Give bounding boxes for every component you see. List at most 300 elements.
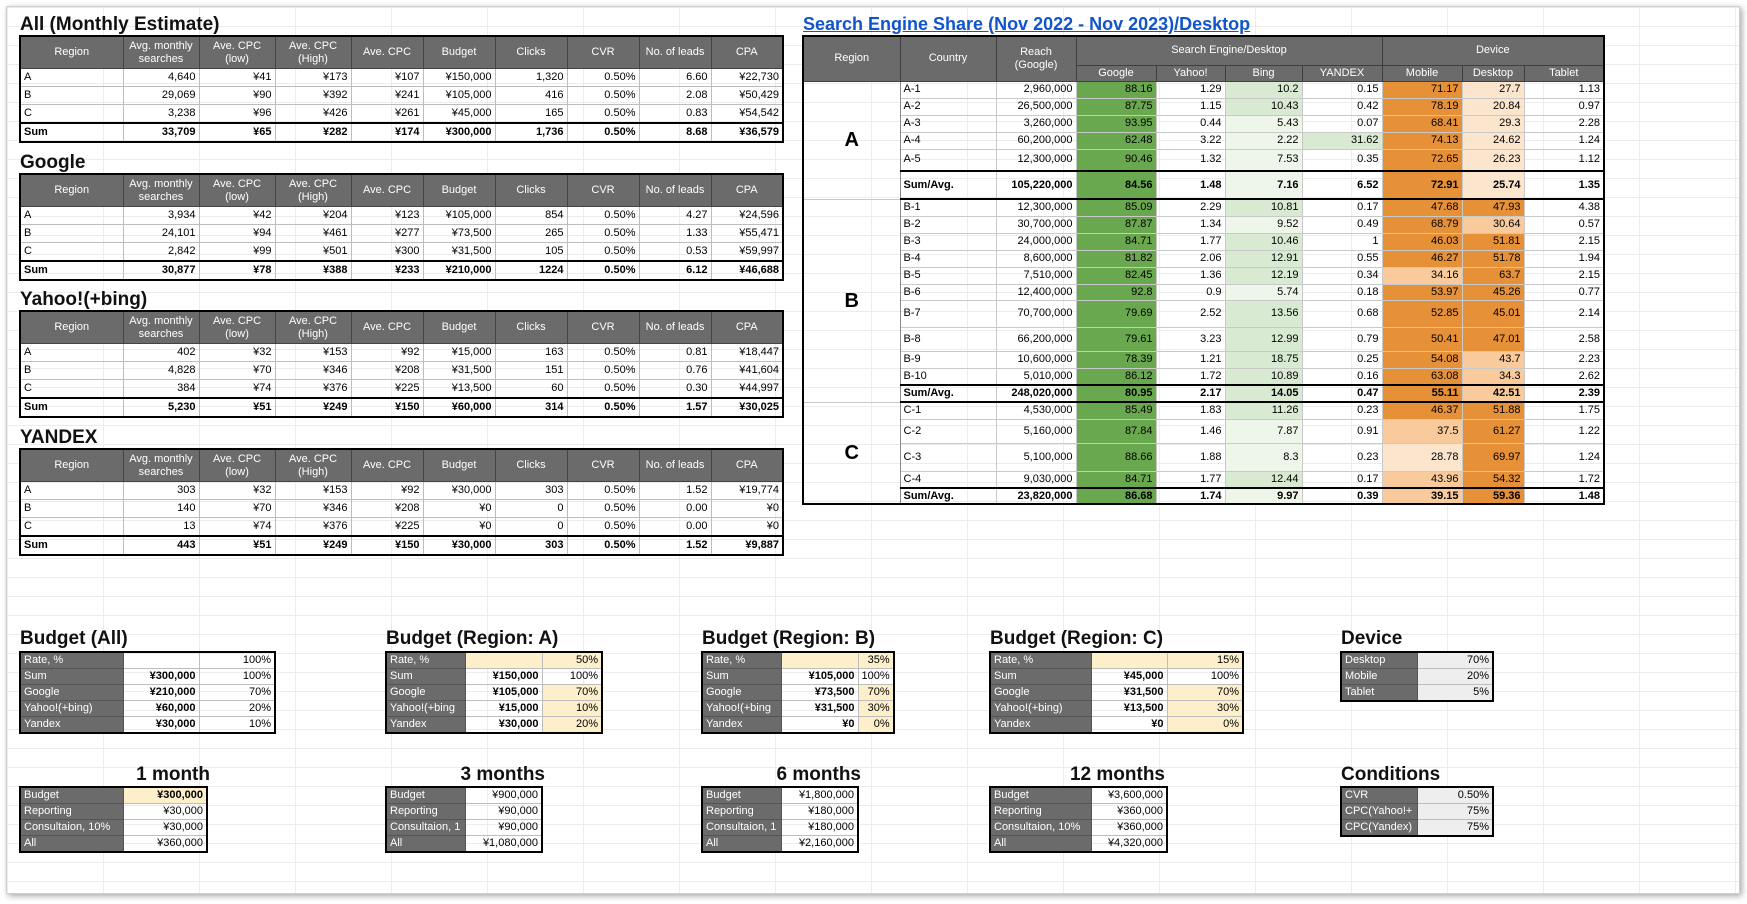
share-cell-google[interactable]: 62.48: [1076, 132, 1156, 149]
table-cell[interactable]: 4.27: [639, 207, 711, 225]
table-cell[interactable]: 0.50%: [567, 500, 639, 518]
share-cell-mobile[interactable]: 71.17: [1382, 81, 1462, 98]
table-cell[interactable]: ¥31,500: [423, 243, 495, 262]
table-cell[interactable]: 0.50%: [567, 536, 639, 555]
table-cell[interactable]: ¥150,000: [465, 669, 542, 685]
table-cell[interactable]: 0.50%: [567, 207, 639, 225]
table-cell[interactable]: All: [20, 836, 123, 853]
table-cell[interactable]: ¥15,000: [465, 701, 542, 717]
table-cell[interactable]: 0.50%: [567, 518, 639, 537]
table-cell[interactable]: B: [20, 87, 123, 105]
table-cell[interactable]: 24,101: [123, 225, 199, 243]
share-cell-mobile[interactable]: 53.97: [1382, 284, 1462, 300]
table-cell[interactable]: Google: [702, 685, 781, 701]
table-cell[interactable]: Mobile: [1341, 669, 1417, 685]
table-cell[interactable]: 105: [495, 243, 567, 262]
table-cell[interactable]: 0.00: [639, 500, 711, 518]
table-cell[interactable]: ¥74: [199, 518, 275, 537]
table-cell[interactable]: 0.50%: [567, 105, 639, 124]
share-cell-yahoo[interactable]: 2.17: [1156, 385, 1225, 402]
table-cell[interactable]: [465, 652, 542, 669]
table-cell[interactable]: Budget: [20, 787, 123, 804]
table-cell[interactable]: Reporting: [990, 804, 1091, 820]
table-cell[interactable]: ¥360,000: [1091, 820, 1167, 836]
table-cell[interactable]: ¥233: [351, 261, 423, 280]
table-cell[interactable]: ¥96: [199, 105, 275, 124]
table-cell[interactable]: ¥31,500: [781, 701, 858, 717]
share-cell-tablet[interactable]: 0.57: [1524, 216, 1604, 233]
table-cell[interactable]: 163: [495, 344, 567, 362]
share-cell-yandex[interactable]: 0.79: [1302, 327, 1382, 351]
table-cell[interactable]: ¥73,500: [423, 225, 495, 243]
table-cell[interactable]: Yandex: [386, 717, 465, 734]
share-cell-google[interactable]: 84.71: [1076, 471, 1156, 488]
share-cell-tablet[interactable]: 1.13: [1524, 81, 1604, 98]
share-cell-desktop[interactable]: 51.78: [1462, 250, 1524, 267]
share-cell-yandex[interactable]: 0.16: [1302, 368, 1382, 385]
table-cell[interactable]: ¥277: [351, 225, 423, 243]
share-cell-google[interactable]: 85.49: [1076, 402, 1156, 419]
table-cell[interactable]: 1.57: [639, 398, 711, 417]
share-cell-mobile[interactable]: 52.85: [1382, 300, 1462, 327]
share-cell-reach[interactable]: 5,160,000: [996, 419, 1076, 443]
table-cell[interactable]: ¥105,000: [423, 87, 495, 105]
table-cell[interactable]: 6.60: [639, 69, 711, 87]
table-cell[interactable]: ¥60,000: [423, 398, 495, 417]
table-cell[interactable]: A: [20, 207, 123, 225]
share-cell-google[interactable]: 79.69: [1076, 300, 1156, 327]
share-cell-yandex[interactable]: 0.34: [1302, 267, 1382, 284]
table-cell[interactable]: Budget: [702, 787, 781, 804]
table-cell[interactable]: 2,842: [123, 243, 199, 262]
share-cell-yahoo[interactable]: 3.22: [1156, 132, 1225, 149]
share-cell-desktop[interactable]: 51.88: [1462, 402, 1524, 419]
table-cell[interactable]: Yahoo!(+bing): [990, 701, 1091, 717]
table-cell[interactable]: 0.50%: [567, 344, 639, 362]
table-cell[interactable]: 384: [123, 380, 199, 399]
share-cell-tablet[interactable]: 2.58: [1524, 327, 1604, 351]
share-cell-tablet[interactable]: 1.35: [1524, 171, 1604, 199]
table-cell[interactable]: ¥107: [351, 69, 423, 87]
share-cell-desktop[interactable]: 47.93: [1462, 199, 1524, 216]
share-cell-mobile[interactable]: 50.41: [1382, 327, 1462, 351]
table-cell[interactable]: ¥30,000: [123, 820, 207, 836]
share-cell-cty[interactable]: B-8: [900, 327, 996, 351]
share-cell-tablet[interactable]: 1.48: [1524, 488, 1604, 504]
share-cell-bing[interactable]: 5.43: [1225, 115, 1302, 132]
table-cell[interactable]: 402: [123, 344, 199, 362]
share-cell-yahoo[interactable]: 1.32: [1156, 149, 1225, 171]
share-cell-yahoo[interactable]: 1.36: [1156, 267, 1225, 284]
table-cell[interactable]: ¥19,774: [711, 482, 783, 500]
share-cell-bing[interactable]: 10.2: [1225, 81, 1302, 98]
share-cell-yandex[interactable]: 0.17: [1302, 199, 1382, 216]
table-cell[interactable]: 15%: [1167, 652, 1243, 669]
share-cell-yandex[interactable]: 0.35: [1302, 149, 1382, 171]
share-cell-yandex[interactable]: 0.18: [1302, 284, 1382, 300]
share-cell-yahoo[interactable]: 2.06: [1156, 250, 1225, 267]
table-cell[interactable]: 0.76: [639, 362, 711, 380]
table-cell[interactable]: 8.68: [639, 123, 711, 142]
table-cell[interactable]: Consultaion, 10%: [990, 820, 1091, 836]
table-cell[interactable]: 0.50%: [567, 482, 639, 500]
table-cell[interactable]: 13: [123, 518, 199, 537]
table-cell[interactable]: ¥30,000: [423, 482, 495, 500]
table-cell[interactable]: Sum: [386, 669, 465, 685]
share-cell-reach[interactable]: 9,030,000: [996, 471, 1076, 488]
share-cell-reach[interactable]: 23,820,000: [996, 488, 1076, 504]
share-cell-mobile[interactable]: 28.78: [1382, 443, 1462, 471]
table-cell[interactable]: 20%: [199, 701, 275, 717]
share-cell-desktop[interactable]: 25.74: [1462, 171, 1524, 199]
table-cell[interactable]: 30,877: [123, 261, 199, 280]
table-cell[interactable]: A: [20, 482, 123, 500]
share-cell-yandex[interactable]: 31.62: [1302, 132, 1382, 149]
share-cell-bing[interactable]: 12.19: [1225, 267, 1302, 284]
share-cell-yahoo[interactable]: 1.46: [1156, 419, 1225, 443]
table-cell[interactable]: 416: [495, 87, 567, 105]
share-cell-tablet[interactable]: 2.15: [1524, 267, 1604, 284]
share-cell-yandex[interactable]: 0.49: [1302, 216, 1382, 233]
share-cell-yahoo[interactable]: 1.21: [1156, 351, 1225, 368]
table-cell[interactable]: ¥388: [275, 261, 351, 280]
table-cell[interactable]: ¥3,600,000: [1091, 787, 1167, 804]
table-cell[interactable]: ¥18,447: [711, 344, 783, 362]
table-cell[interactable]: 10%: [199, 717, 275, 734]
table-cell[interactable]: 1,736: [495, 123, 567, 142]
table-cell[interactable]: ¥32: [199, 344, 275, 362]
share-cell-reach[interactable]: 10,600,000: [996, 351, 1076, 368]
table-cell[interactable]: 75%: [1417, 804, 1493, 820]
table-cell[interactable]: Yahoo!(+bing: [702, 701, 781, 717]
table-cell[interactable]: ¥42: [199, 207, 275, 225]
table-cell[interactable]: ¥0: [711, 500, 783, 518]
table-cell[interactable]: ¥60,000: [123, 701, 199, 717]
table-cell[interactable]: Sum: [990, 669, 1091, 685]
share-cell-bing[interactable]: 12.91: [1225, 250, 1302, 267]
table-cell[interactable]: Yahoo!(+bing): [20, 701, 123, 717]
table-cell[interactable]: ¥45,000: [423, 105, 495, 124]
table-cell[interactable]: 50%: [542, 652, 602, 669]
table-cell[interactable]: ¥45,000: [1091, 669, 1167, 685]
share-cell-google[interactable]: 79.61: [1076, 327, 1156, 351]
share-cell-cty[interactable]: C-4: [900, 471, 996, 488]
table-cell[interactable]: ¥208: [351, 500, 423, 518]
table-cell[interactable]: ¥461: [275, 225, 351, 243]
table-cell[interactable]: 2.08: [639, 87, 711, 105]
table-cell[interactable]: ¥51: [199, 536, 275, 555]
table-cell[interactable]: [123, 652, 199, 669]
share-cell-desktop[interactable]: 24.62: [1462, 132, 1524, 149]
share-cell-google[interactable]: 78.39: [1076, 351, 1156, 368]
share-cell-yandex[interactable]: 0.23: [1302, 443, 1382, 471]
table-cell[interactable]: C: [20, 105, 123, 124]
table-cell[interactable]: ¥36,579: [711, 123, 783, 142]
table-cell[interactable]: ¥22,730: [711, 69, 783, 87]
table-cell[interactable]: ¥73,500: [781, 685, 858, 701]
share-cell-google[interactable]: 86.68: [1076, 488, 1156, 504]
share-cell-google[interactable]: 92.8: [1076, 284, 1156, 300]
table-cell[interactable]: 4,640: [123, 69, 199, 87]
share-cell-tablet[interactable]: 2.28: [1524, 115, 1604, 132]
share-cell-cty[interactable]: B-10: [900, 368, 996, 385]
share-cell-yahoo[interactable]: 1.74: [1156, 488, 1225, 504]
table-cell[interactable]: 0.50%: [567, 261, 639, 280]
table-cell[interactable]: 29,069: [123, 87, 199, 105]
table-cell[interactable]: 1.33: [639, 225, 711, 243]
table-cell[interactable]: Sum: [20, 123, 123, 142]
table-cell[interactable]: C: [20, 380, 123, 399]
share-cell-yahoo[interactable]: 3.23: [1156, 327, 1225, 351]
table-cell[interactable]: 1.52: [639, 536, 711, 555]
search-engine-share-title[interactable]: Search Engine Share (Nov 2022 - Nov 2023)/Desktop: [803, 14, 1251, 34]
table-cell[interactable]: 70%: [1167, 685, 1243, 701]
share-cell-cty[interactable]: B-9: [900, 351, 996, 368]
table-cell[interactable]: 443: [123, 536, 199, 555]
table-cell[interactable]: ¥150: [351, 536, 423, 555]
table-cell[interactable]: 70%: [199, 685, 275, 701]
share-cell-mobile[interactable]: 78.19: [1382, 98, 1462, 115]
share-cell-yahoo[interactable]: 1.88: [1156, 443, 1225, 471]
table-cell[interactable]: 0.30: [639, 380, 711, 399]
share-cell-cty[interactable]: Sum/Avg.: [900, 171, 996, 199]
table-cell[interactable]: ¥99: [199, 243, 275, 262]
table-cell[interactable]: Budget: [386, 787, 465, 804]
table-cell[interactable]: ¥15,000: [423, 344, 495, 362]
share-cell-reach[interactable]: 24,000,000: [996, 233, 1076, 250]
table-cell[interactable]: ¥180,000: [781, 804, 858, 820]
share-cell-cty[interactable]: A-1: [900, 81, 996, 98]
share-cell-yahoo[interactable]: 1.34: [1156, 216, 1225, 233]
share-cell-mobile[interactable]: 72.65: [1382, 149, 1462, 171]
share-cell-cty[interactable]: B-3: [900, 233, 996, 250]
table-cell[interactable]: 303: [495, 482, 567, 500]
table-cell[interactable]: ¥44,997: [711, 380, 783, 399]
table-cell[interactable]: ¥0: [781, 717, 858, 734]
table-cell[interactable]: ¥150,000: [423, 69, 495, 87]
table-cell[interactable]: ¥300,000: [123, 669, 199, 685]
share-cell-tablet[interactable]: 4.38: [1524, 199, 1604, 216]
share-cell-bing[interactable]: 7.87: [1225, 419, 1302, 443]
table-cell[interactable]: All: [386, 836, 465, 853]
table-cell[interactable]: Consultaion, 10%: [20, 820, 123, 836]
share-cell-yahoo[interactable]: 0.44: [1156, 115, 1225, 132]
share-cell-desktop[interactable]: 54.32: [1462, 471, 1524, 488]
table-cell[interactable]: 5,230: [123, 398, 199, 417]
share-cell-desktop[interactable]: 27.7: [1462, 81, 1524, 98]
share-cell-mobile[interactable]: 68.41: [1382, 115, 1462, 132]
share-cell-cty[interactable]: C-3: [900, 443, 996, 471]
share-cell-mobile[interactable]: 46.27: [1382, 250, 1462, 267]
table-cell[interactable]: Yandex: [990, 717, 1091, 734]
share-cell-tablet[interactable]: 2.39: [1524, 385, 1604, 402]
share-cell-tablet[interactable]: 2.14: [1524, 300, 1604, 327]
share-cell-tablet[interactable]: 0.77: [1524, 284, 1604, 300]
table-cell[interactable]: 0%: [1167, 717, 1243, 734]
table-cell[interactable]: 140: [123, 500, 199, 518]
share-cell-cty[interactable]: B-5: [900, 267, 996, 284]
table-cell[interactable]: Yandex: [20, 717, 123, 734]
table-cell[interactable]: ¥180,000: [781, 820, 858, 836]
share-cell-tablet[interactable]: 1.24: [1524, 443, 1604, 471]
table-cell[interactable]: Google: [20, 685, 123, 701]
share-cell-reach[interactable]: 26,500,000: [996, 98, 1076, 115]
table-cell[interactable]: 35%: [858, 652, 894, 669]
table-cell[interactable]: ¥30,025: [711, 398, 783, 417]
table-cell[interactable]: ¥46,688: [711, 261, 783, 280]
table-cell[interactable]: ¥90: [199, 87, 275, 105]
share-cell-bing[interactable]: 10.89: [1225, 368, 1302, 385]
table-cell[interactable]: Sum: [20, 669, 123, 685]
table-cell[interactable]: ¥261: [351, 105, 423, 124]
share-cell-google[interactable]: 88.16: [1076, 81, 1156, 98]
share-cell-yandex[interactable]: 0.25: [1302, 351, 1382, 368]
table-cell[interactable]: 30%: [858, 701, 894, 717]
table-cell[interactable]: ¥225: [351, 518, 423, 537]
share-cell-google[interactable]: 82.45: [1076, 267, 1156, 284]
table-cell[interactable]: ¥300,000: [423, 123, 495, 142]
table-cell[interactable]: Consultaion, 1: [702, 820, 781, 836]
share-cell-desktop[interactable]: 45.01: [1462, 300, 1524, 327]
table-cell[interactable]: ¥376: [275, 380, 351, 399]
share-cell-mobile[interactable]: 63.08: [1382, 368, 1462, 385]
table-cell[interactable]: 70%: [542, 685, 602, 701]
table-cell[interactable]: 0.50%: [567, 123, 639, 142]
share-cell-tablet[interactable]: 1.24: [1524, 132, 1604, 149]
table-cell[interactable]: ¥105,000: [423, 207, 495, 225]
share-cell-yandex[interactable]: 0.47: [1302, 385, 1382, 402]
table-cell[interactable]: B: [20, 225, 123, 243]
share-cell-reach[interactable]: 8,600,000: [996, 250, 1076, 267]
table-cell[interactable]: ¥90,000: [465, 804, 542, 820]
table-cell[interactable]: ¥30,000: [123, 717, 199, 734]
table-cell[interactable]: 1,320: [495, 69, 567, 87]
share-cell-mobile[interactable]: 39.15: [1382, 488, 1462, 504]
table-cell[interactable]: ¥54,542: [711, 105, 783, 124]
share-cell-desktop[interactable]: 29.3: [1462, 115, 1524, 132]
table-cell[interactable]: 100%: [199, 652, 275, 669]
share-cell-tablet[interactable]: 1.22: [1524, 419, 1604, 443]
table-cell[interactable]: ¥31,500: [423, 362, 495, 380]
share-cell-cty[interactable]: A-4: [900, 132, 996, 149]
table-cell[interactable]: ¥360,000: [1091, 804, 1167, 820]
table-cell[interactable]: 0: [495, 518, 567, 537]
table-cell[interactable]: 303: [123, 482, 199, 500]
table-cell[interactable]: ¥70: [199, 362, 275, 380]
table-cell[interactable]: ¥51: [199, 398, 275, 417]
table-cell[interactable]: ¥41: [199, 69, 275, 87]
share-cell-google[interactable]: 88.66: [1076, 443, 1156, 471]
table-cell[interactable]: ¥105,000: [781, 669, 858, 685]
share-cell-reach[interactable]: 12,400,000: [996, 284, 1076, 300]
share-cell-reach[interactable]: 12,300,000: [996, 199, 1076, 216]
table-cell[interactable]: 33,709: [123, 123, 199, 142]
share-cell-tablet[interactable]: 1.75: [1524, 402, 1604, 419]
table-cell[interactable]: C: [20, 243, 123, 262]
table-cell[interactable]: 265: [495, 225, 567, 243]
share-cell-bing[interactable]: 13.56: [1225, 300, 1302, 327]
table-cell[interactable]: 75%: [1417, 820, 1493, 837]
table-cell[interactable]: 0.00: [639, 518, 711, 537]
table-cell[interactable]: B: [20, 362, 123, 380]
table-cell[interactable]: ¥32: [199, 482, 275, 500]
table-cell[interactable]: 151: [495, 362, 567, 380]
table-cell[interactable]: ¥30,000: [465, 717, 542, 734]
table-cell[interactable]: ¥0: [711, 518, 783, 537]
table-cell[interactable]: ¥204: [275, 207, 351, 225]
table-cell[interactable]: 0.81: [639, 344, 711, 362]
table-cell[interactable]: ¥105,000: [465, 685, 542, 701]
share-cell-bing[interactable]: 8.3: [1225, 443, 1302, 471]
share-cell-cty[interactable]: B-7: [900, 300, 996, 327]
table-cell[interactable]: Sum: [20, 398, 123, 417]
share-cell-reach[interactable]: 5,010,000: [996, 368, 1076, 385]
share-cell-google[interactable]: 81.82: [1076, 250, 1156, 267]
table-cell[interactable]: ¥360,000: [123, 836, 207, 853]
share-cell-yahoo[interactable]: 2.29: [1156, 199, 1225, 216]
share-cell-cty[interactable]: C-2: [900, 419, 996, 443]
table-cell[interactable]: ¥1,080,000: [465, 836, 542, 853]
table-cell[interactable]: ¥376: [275, 518, 351, 537]
table-cell[interactable]: ¥55,471: [711, 225, 783, 243]
share-cell-bing[interactable]: 10.46: [1225, 233, 1302, 250]
share-cell-tablet[interactable]: 1.12: [1524, 149, 1604, 171]
table-cell[interactable]: ¥173: [275, 69, 351, 87]
table-cell[interactable]: A: [20, 344, 123, 362]
share-cell-cty[interactable]: B-6: [900, 284, 996, 300]
share-cell-bing[interactable]: 10.43: [1225, 98, 1302, 115]
table-cell[interactable]: 0: [495, 500, 567, 518]
table-cell[interactable]: 0.50%: [1417, 787, 1493, 804]
table-cell[interactable]: 0.50%: [567, 362, 639, 380]
table-cell[interactable]: ¥174: [351, 123, 423, 142]
table-cell[interactable]: 30%: [1167, 701, 1243, 717]
share-cell-bing[interactable]: 5.74: [1225, 284, 1302, 300]
table-cell[interactable]: [1091, 652, 1167, 669]
share-cell-yandex[interactable]: 0.91: [1302, 419, 1382, 443]
share-cell-cty[interactable]: B-4: [900, 250, 996, 267]
table-cell[interactable]: 70%: [1417, 652, 1493, 669]
table-cell[interactable]: 1.52: [639, 482, 711, 500]
table-cell[interactable]: ¥426: [275, 105, 351, 124]
share-cell-reach[interactable]: 30,700,000: [996, 216, 1076, 233]
table-cell[interactable]: 0.50%: [567, 398, 639, 417]
share-cell-reach[interactable]: 105,220,000: [996, 171, 1076, 199]
table-cell[interactable]: CVR: [1341, 787, 1417, 804]
table-cell[interactable]: 0%: [858, 717, 894, 734]
table-cell[interactable]: [781, 652, 858, 669]
table-cell[interactable]: 60: [495, 380, 567, 399]
share-cell-reach[interactable]: 5,100,000: [996, 443, 1076, 471]
share-cell-reach[interactable]: 2,960,000: [996, 81, 1076, 98]
table-cell[interactable]: ¥90,000: [465, 820, 542, 836]
share-cell-desktop[interactable]: 42.51: [1462, 385, 1524, 402]
table-cell[interactable]: 0.50%: [567, 225, 639, 243]
table-cell[interactable]: ¥92: [351, 482, 423, 500]
table-cell[interactable]: 20%: [542, 717, 602, 734]
share-cell-bing[interactable]: 9.97: [1225, 488, 1302, 504]
table-cell[interactable]: 10%: [542, 701, 602, 717]
share-cell-mobile[interactable]: 55.11: [1382, 385, 1462, 402]
table-cell[interactable]: ¥13,500: [1091, 701, 1167, 717]
table-cell[interactable]: ¥0: [1091, 717, 1167, 734]
share-cell-bing[interactable]: 7.53: [1225, 149, 1302, 171]
share-cell-bing[interactable]: 7.16: [1225, 171, 1302, 199]
table-cell[interactable]: All: [990, 836, 1091, 853]
table-cell[interactable]: C: [20, 518, 123, 537]
table-cell[interactable]: 303: [495, 536, 567, 555]
share-cell-reach[interactable]: 7,510,000: [996, 267, 1076, 284]
